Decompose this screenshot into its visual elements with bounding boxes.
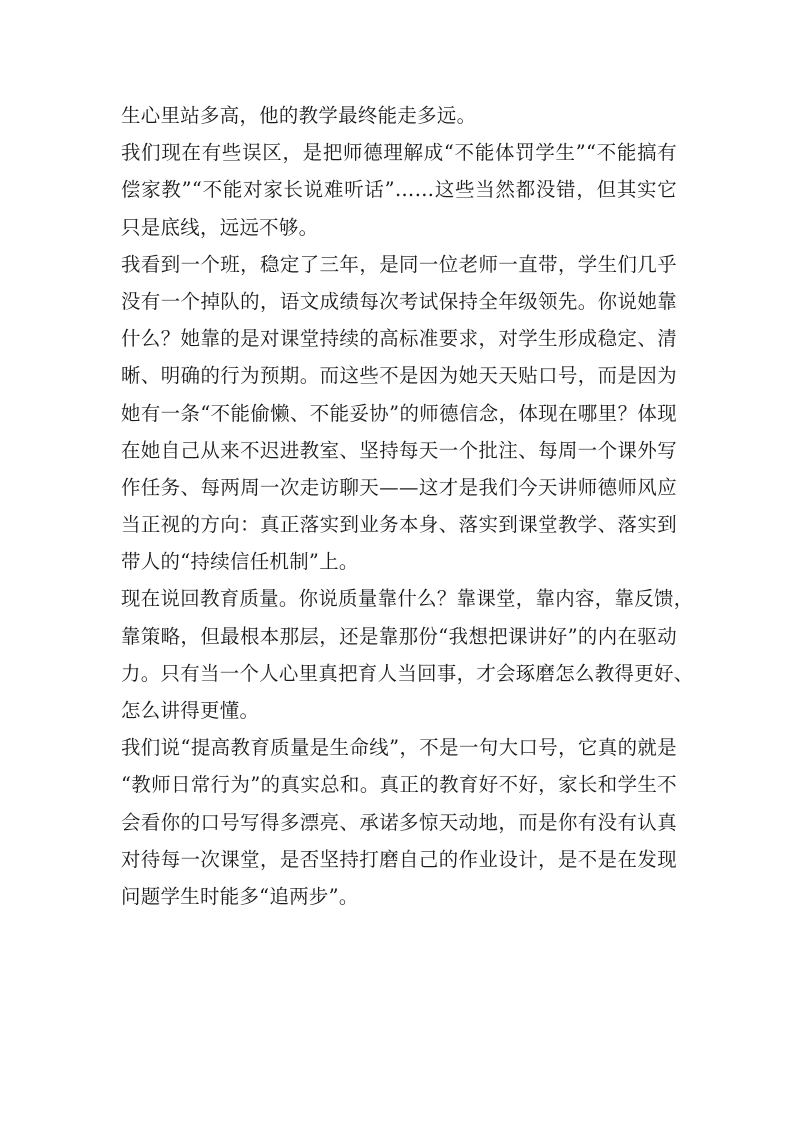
text-line: 我们现在有些误区，是把师德理解成“不能体罚学生”“不能搞有: [121, 141, 677, 165]
paragraph-3: [121, 246, 677, 581]
text-line: 晰、明确的行为预期。而这些不是因为她天天贴口号，而是因为: [121, 364, 677, 388]
text-line: 没有一个掉队的，语文成绩每次考试保持全年级领先。你说她靠: [121, 289, 677, 313]
document-body: [121, 97, 694, 915]
text-line: 力。只有当一个人心里真把育人当回事，才会琢磨怎么教得更好、: [121, 661, 694, 685]
text-line: 带人的“持续信任机制”上。: [121, 550, 359, 574]
text-line: 现在说回教育质量。你说质量靠什么？靠课堂，靠内容，靠反馈，: [121, 587, 694, 611]
paragraph-5: [121, 729, 677, 915]
text-line: 只是底线，远远不够。: [121, 215, 319, 239]
text-line: 问题学生时能多“追两步”。: [121, 884, 359, 908]
text-line: 会看你的口号写得多漂亮、承诺多惊天动地，而是你有没有认真: [121, 810, 677, 834]
text-line: 当正视的方向：真正落实到业务本身、落实到课堂教学、落实到: [121, 513, 677, 537]
text-line: “教师日常行为”的真实总和。真正的教育好不好，家长和学生不: [121, 773, 677, 797]
text-line: 我们说“提高教育质量是生命线”，不是一句大口号，它真的就是: [121, 736, 677, 760]
text-line: 对待每一次课堂，是否坚持打磨自己的作业设计，是不是在发现: [121, 847, 677, 871]
text-line: 生心里站多高，他的教学最终能走多远。: [121, 104, 477, 127]
text-line: 我看到一个班，稳定了三年，是同一位老师一直带，学生们几乎: [121, 252, 677, 276]
paragraph-2: [121, 134, 677, 246]
paragraph-1: [121, 97, 677, 134]
text-line: 靠策略，但最根本那层，还是靠那份“我想把课讲好”的内在驱动: [121, 624, 677, 648]
paragraph-4: [121, 580, 694, 729]
text-line: 什么？她靠的是对课堂持续的高标准要求，对学生形成稳定、清: [121, 327, 677, 351]
text-line: 在她自己从来不迟进教室、坚持每天一个批注、每周一个课外写: [121, 438, 677, 462]
text-line: 作任务、每两周一次走访聊天——这才是我们今天讲师德师风应: [121, 475, 677, 499]
text-line: 怎么讲得更懂。: [121, 699, 260, 722]
text-line: 她有一条“不能偷懒、不能妥协”的师德信念，体现在哪里？体现: [121, 401, 677, 425]
text-line: 偿家教”“不能对家长说难听话”……这些当然都没错，但其实它: [121, 178, 677, 202]
